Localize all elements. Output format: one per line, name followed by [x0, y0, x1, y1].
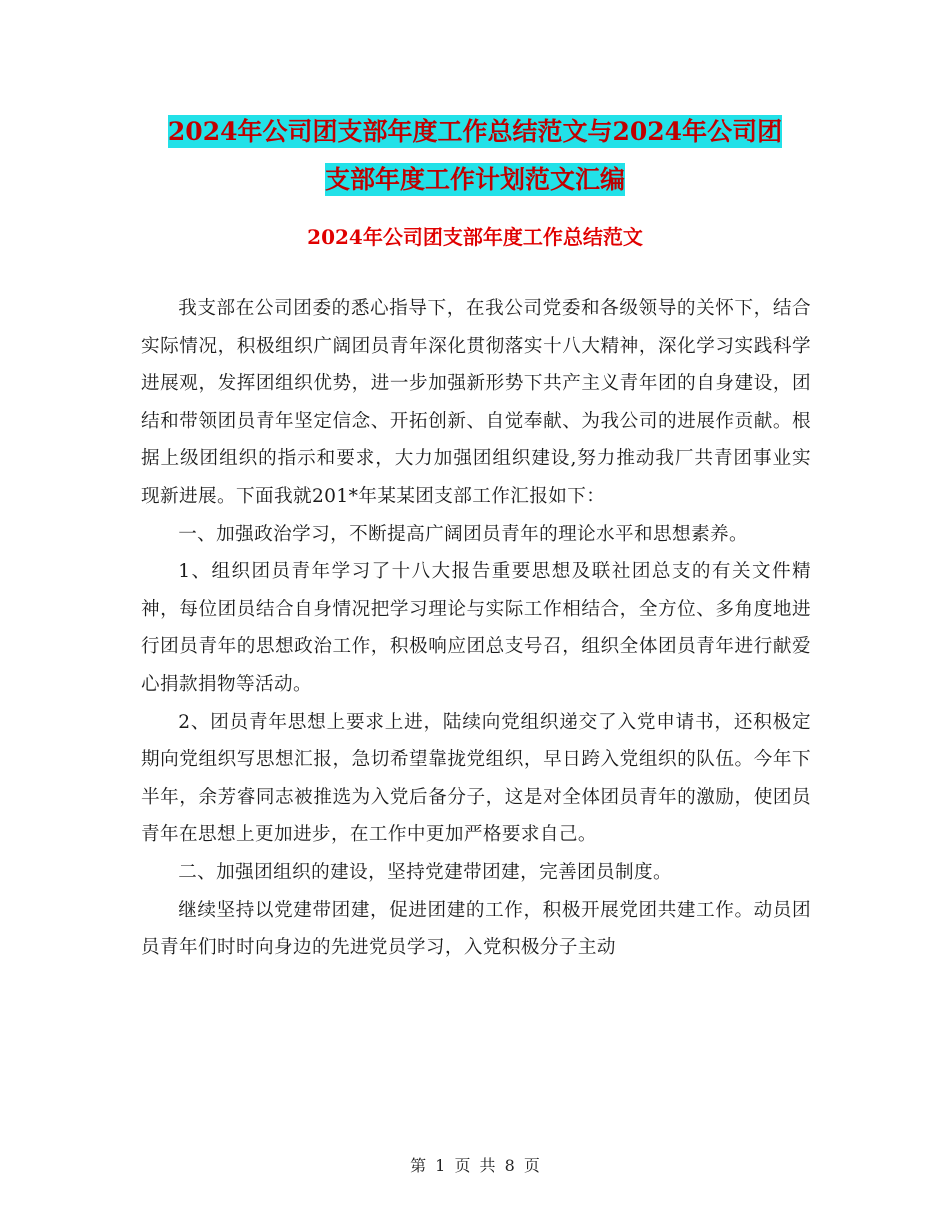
paragraph-item-1: 1、组织团员青年学习了十八大报告重要思想及联社团总支的有关文件精神，每位团员结合自身情况把学习理论与实际工作相结合，全方位、多角度地进行团员青年的思想政治工作，积极响应团总支号召，组织全体团员青年进行献爱心捐款捐物等活动。: [141, 561, 811, 695]
page-footer: 第 1 页 共 8 页: [410, 1156, 540, 1175]
paragraph-heading-1: 一、加强政治学习，不断提高广阔团员青年的理论水平和思想素养。: [178, 523, 749, 545]
document-title: [0, 108, 950, 204]
paragraph-heading-2: 二、加强团组织的建设，坚持党建带团建，完善团员制度。: [178, 861, 673, 883]
paragraph-intro: 我支部在公司团委的悉心指导下，在我公司党委和各级领导的关怀下，结合实际情况，积极组织广阔团员青年深化贯彻落实十八大精神，深化学习实践科学进展观，发挥团组织优势，进一步加强新形势下共产主义青年团的自身建设，团结和带领团员青年坚定信念、开拓创新、自觉奉献、为我公司的进展作贡献。根据上级团组织的指示和要求，大力加强团组织建设,努力推动我厂共青团事业实现新进展。下面我就201*年某某团支部工作汇报如下：: [141, 298, 811, 507]
section-title: 2024年公司团支部年度工作总结范文: [307, 225, 643, 249]
document-title-line1: 2024年公司团支部年度工作总结范文与2024年公司团: [167, 117, 783, 146]
document-title-line2: 支部年度工作计划范文汇编: [324, 165, 625, 194]
paragraph-continued: 继续坚持以党建带团建，促进团建的工作，积极开展党团共建工作。动员团员青年们时时向身边的先进党员学习，入党积极分子主动: [141, 899, 811, 959]
paragraph-item-2: 2、团员青年思想上要求上进，陆续向党组织递交了入党申请书，还积极定期向党组织写思想汇报，急切希望靠拢党组织，早日跨入党组织的队伍。今年下半年，余芳睿同志被推选为入党后备分子，这是对全体团员青年的激励，使团员青年在思想上更加进步，在工作中更加严格要求自己。: [141, 711, 811, 846]
document-body: [141, 290, 811, 967]
